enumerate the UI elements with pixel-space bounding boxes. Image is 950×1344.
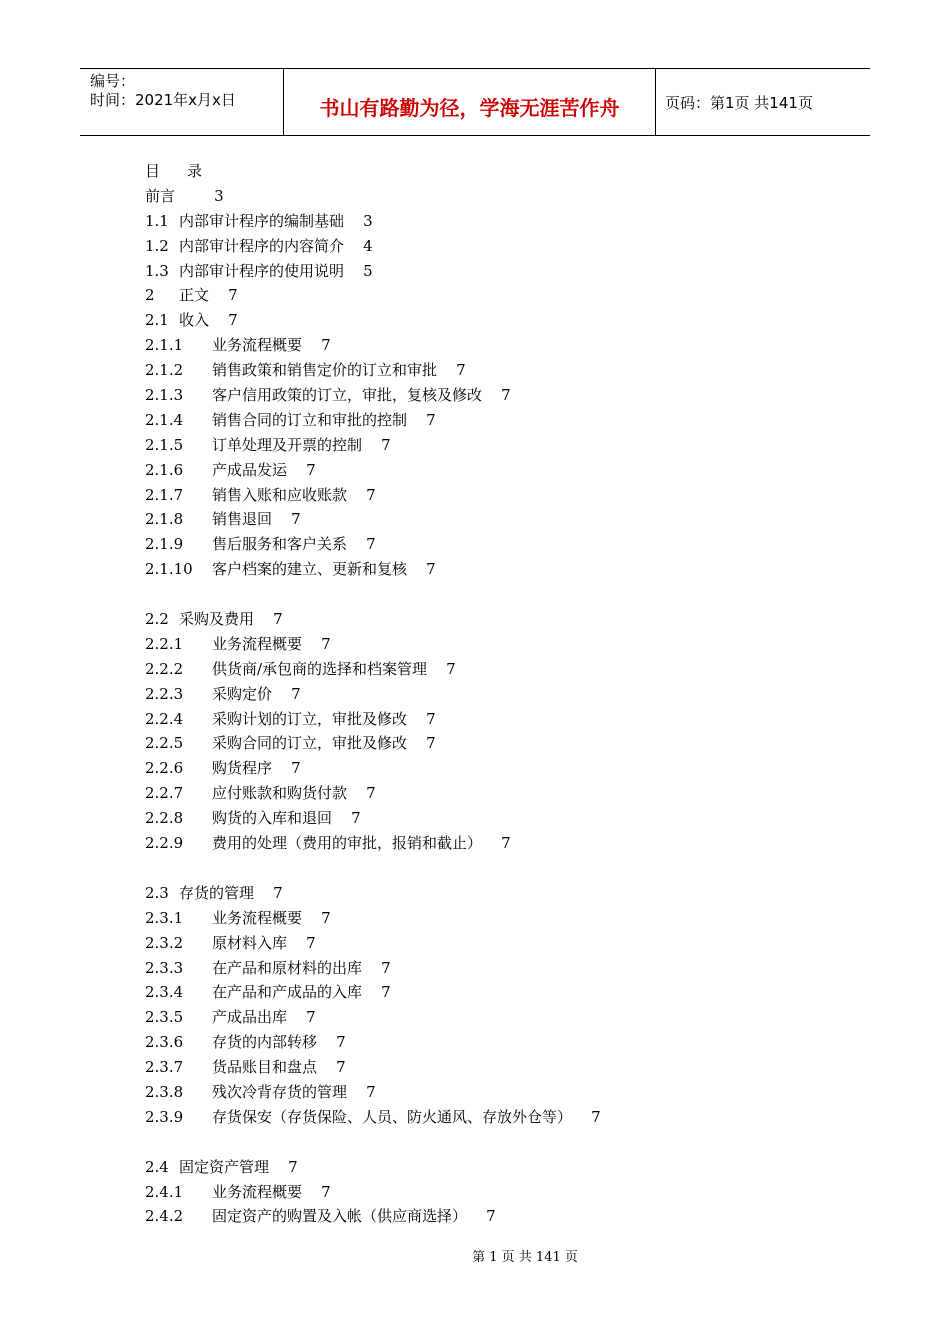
toc-entry-title: 存货的内部转移 — [212, 1033, 318, 1052]
toc-entry[interactable] — [145, 1204, 845, 1229]
toc-entry-page: 7 — [288, 1157, 298, 1176]
toc-entry-number: 2.1.7 — [145, 485, 184, 504]
toc-entry-page: 7 — [381, 958, 391, 977]
toc-entry-number: 2.3.4 — [145, 983, 184, 1002]
header-page-info: 页码：第1页 共141页 — [665, 93, 813, 112]
toc-entry-page: 7 — [591, 1107, 601, 1126]
toc-entry-title: 在产品和产成品的入库 — [212, 983, 363, 1002]
toc-entry-page: 4 — [363, 236, 373, 255]
toc-entry-page: 7 — [306, 933, 316, 952]
toc-entry-page: 7 — [366, 485, 376, 504]
toc-entry[interactable] — [145, 1105, 845, 1130]
toc-entry[interactable] — [145, 159, 845, 184]
toc-entry-page: 7 — [366, 784, 376, 803]
toc-entry[interactable] — [145, 980, 845, 1005]
toc-entry-title: 业务流程概要 — [212, 908, 303, 927]
toc-entry-number: 2 — [145, 286, 155, 305]
toc-entry-title: 收入 — [179, 311, 210, 330]
toc-entry-title: 销售入账和应收账款 — [212, 485, 348, 504]
toc-entry-title: 业务流程概要 — [212, 336, 303, 355]
toc-entry[interactable] — [145, 1005, 845, 1030]
toc-entry-number: 2.1.1 — [145, 336, 184, 355]
toc-entry-title: 客户信用政策的订立，审批，复核及修改 — [212, 386, 483, 405]
toc-entry-title: 原材料入库 — [212, 933, 288, 952]
toc-entry[interactable] — [145, 184, 845, 209]
toc-entry-title: 产成品发运 — [212, 460, 288, 479]
toc-entry-page: 7 — [321, 908, 331, 927]
toc-entry[interactable] — [145, 1055, 845, 1080]
serial-number-label: 编号： — [90, 72, 136, 90]
toc-entry-title: 业务流程概要 — [212, 1182, 303, 1201]
toc-entry-page: 7 — [381, 435, 391, 454]
toc-entry-number: 2.3 — [145, 883, 169, 902]
toc-entry-title: 存货保安（存货保险、人员、防火通风、存放外仓等） — [212, 1107, 573, 1126]
header-motto: 书山有路勤为径，学海无涯苦作舟 — [319, 95, 620, 120]
toc-entry-number: 2.2.7 — [145, 784, 184, 803]
toc-entry-page: 7 — [336, 1058, 346, 1077]
toc-entry-number: 2.3.5 — [145, 1008, 184, 1027]
header-motto-cell — [283, 69, 656, 135]
toc-entry-number: 2.3.3 — [145, 958, 184, 977]
toc-entry-number: 2.3.6 — [145, 1033, 184, 1052]
toc-entry-title: 采购计划的订立，审批及修改 — [212, 709, 408, 728]
toc-entry[interactable] — [145, 209, 845, 234]
toc-entry[interactable] — [145, 433, 845, 458]
toc-entry-number: 2.3.1 — [145, 908, 184, 927]
toc-entry[interactable] — [145, 507, 845, 532]
toc-entry[interactable] — [145, 383, 845, 408]
toc-entry-number: 2.1.3 — [145, 386, 184, 405]
toc-entry-title: 固定资产管理 — [179, 1157, 270, 1176]
toc-entry[interactable] — [145, 458, 845, 483]
toc-entry-page: 7 — [426, 734, 436, 753]
toc-entry-page: 7 — [501, 386, 511, 405]
toc-entry-title: 订单处理及开票的控制 — [212, 435, 363, 454]
toc-entry-number: 2.2.6 — [145, 759, 184, 778]
toc-entry-page: 7 — [291, 759, 301, 778]
toc-entry[interactable] — [145, 1030, 845, 1055]
toc-entry-title: 采购及费用 — [179, 610, 255, 629]
toc-entry-number: 前言 — [145, 186, 176, 205]
toc-entry-title: 供货商/承包商的选择和档案管理 — [212, 659, 428, 678]
toc-entry-number: 1.2 — [145, 236, 169, 255]
toc-entry-title: 业务流程概要 — [212, 634, 303, 653]
toc-entry[interactable] — [145, 632, 845, 657]
toc-entry[interactable] — [145, 806, 845, 831]
toc-entry-number: 2.4.1 — [145, 1182, 184, 1201]
toc-entry-title: 录 — [187, 162, 203, 180]
toc-entry[interactable] — [145, 333, 845, 358]
toc-entry-number: 2.1.4 — [145, 410, 184, 429]
toc-entry[interactable] — [145, 259, 845, 284]
toc-entry-title: 购货的入库和退回 — [212, 809, 333, 828]
toc-entry-page: 7 — [501, 834, 511, 853]
toc-entry-page: 5 — [363, 261, 373, 280]
toc-entry-title: 正文 — [179, 286, 210, 305]
toc-entry-page: 7 — [456, 361, 466, 380]
toc-entry[interactable] — [145, 1180, 845, 1205]
toc-entry[interactable] — [145, 557, 845, 582]
toc-entry[interactable] — [145, 234, 845, 259]
toc-entry-number: 2.2.8 — [145, 809, 184, 828]
toc-entry[interactable] — [145, 308, 845, 333]
toc-entry-number: 2.1.10 — [145, 560, 193, 579]
toc-entry[interactable] — [145, 756, 845, 781]
toc-entry-title: 内部审计程序的内容简介 — [179, 236, 345, 255]
toc-entry-page: 7 — [273, 610, 283, 629]
toc-entry-number: 2.2.2 — [145, 659, 184, 678]
toc-entry-number: 2.1.6 — [145, 460, 184, 479]
toc-entry-title: 费用的处理（费用的审批，报销和截止） — [212, 834, 483, 853]
toc-entry-page: 7 — [351, 809, 361, 828]
toc-entry-title: 应付账款和购货付款 — [212, 784, 348, 803]
header-left-cell — [80, 69, 283, 135]
toc-entry-page: 7 — [426, 709, 436, 728]
toc-entry-title: 存货的管理 — [179, 883, 255, 902]
toc-entry-number: 2.3.7 — [145, 1058, 184, 1077]
toc-entry-number: 2.2.9 — [145, 834, 184, 853]
toc-entry[interactable] — [145, 408, 845, 433]
toc-entry-title: 购货程序 — [212, 759, 273, 778]
toc-entry-page: 7 — [366, 535, 376, 554]
header-page-cell — [656, 69, 870, 135]
toc-entry-title: 产成品出库 — [212, 1008, 288, 1027]
toc-entry-page: 7 — [291, 510, 301, 529]
toc-entry-page: 7 — [381, 983, 391, 1002]
toc-entry-number: 2.1.8 — [145, 510, 184, 529]
toc-entry-title: 残次冷背存货的管理 — [212, 1082, 348, 1101]
toc-spacer — [145, 1130, 845, 1155]
toc-entry-page: 7 — [486, 1207, 496, 1226]
toc-entry[interactable] — [145, 283, 845, 308]
toc-entry[interactable] — [145, 956, 845, 981]
toc-entry-number: 1.3 — [145, 261, 169, 280]
toc-entry-page: 7 — [306, 460, 316, 479]
toc-entry-number: 2.3.2 — [145, 933, 184, 952]
toc-entry[interactable] — [145, 881, 845, 906]
toc-entry-number: 2.1.5 — [145, 435, 184, 454]
toc-entry-title: 内部审计程序的编制基础 — [179, 211, 345, 230]
toc-entry-number: 目 — [145, 162, 161, 180]
toc-entry-number: 2.1.9 — [145, 535, 184, 554]
toc-entry-number: 2.2 — [145, 610, 169, 629]
toc-entry[interactable] — [145, 682, 845, 707]
toc-entry-number: 2.2.3 — [145, 684, 184, 703]
toc-entry[interactable] — [145, 931, 845, 956]
toc-entry[interactable] — [145, 831, 845, 856]
toc-entry-page: 7 — [321, 634, 331, 653]
toc-entry-title: 固定资产的购置及入帐（供应商选择） — [212, 1207, 468, 1226]
page-header — [80, 68, 870, 136]
toc-entry-number: 2.3.9 — [145, 1107, 184, 1126]
toc-entry-page: 7 — [228, 286, 238, 305]
table-of-contents — [145, 159, 845, 1229]
toc-entry[interactable] — [145, 781, 845, 806]
toc-entry-page: 7 — [273, 883, 283, 902]
toc-entry-title: 内部审计程序的使用说明 — [179, 261, 345, 280]
toc-entry[interactable] — [145, 483, 845, 508]
toc-entry-page: 3 — [363, 211, 373, 230]
toc-entry-page: 3 — [214, 186, 224, 205]
toc-entry[interactable] — [145, 607, 845, 632]
toc-entry-page: 7 — [228, 311, 238, 330]
toc-entry-number: 2.3.8 — [145, 1082, 184, 1101]
toc-entry-number: 2.1.2 — [145, 361, 184, 380]
toc-entry-page: 7 — [426, 410, 436, 429]
toc-spacer — [145, 582, 845, 607]
toc-entry-page: 7 — [336, 1033, 346, 1052]
toc-entry-number: 1.1 — [145, 211, 169, 230]
toc-entry-page: 7 — [321, 336, 331, 355]
toc-entry[interactable] — [145, 906, 845, 931]
toc-entry-title: 客户档案的建立、更新和复核 — [212, 560, 408, 579]
toc-entry-title: 采购合同的订立，审批及修改 — [212, 734, 408, 753]
toc-entry-title: 销售退回 — [212, 510, 273, 529]
toc-entry-page: 7 — [306, 1008, 316, 1027]
toc-entry-number: 2.2.5 — [145, 734, 184, 753]
toc-entry[interactable] — [145, 731, 845, 756]
toc-entry-title: 销售合同的订立和审批的控制 — [212, 410, 408, 429]
toc-entry[interactable] — [145, 657, 845, 682]
toc-entry[interactable] — [145, 532, 845, 557]
toc-entry-page: 7 — [426, 560, 436, 579]
toc-entry-page: 7 — [321, 1182, 331, 1201]
toc-entry-page: 7 — [446, 659, 456, 678]
page-footer: 第 1 页 共 141 页 — [472, 1250, 578, 1265]
toc-entry[interactable] — [145, 1080, 845, 1105]
toc-entry[interactable] — [145, 358, 845, 383]
toc-entry-number: 2.4 — [145, 1157, 169, 1176]
toc-entry-title: 销售政策和销售定价的订立和审批 — [212, 361, 438, 380]
toc-entry-title: 在产品和原材料的出库 — [212, 958, 363, 977]
toc-entry-number: 2.4.2 — [145, 1207, 184, 1226]
time-label: 时间：2021年x月x日 — [90, 91, 236, 109]
toc-entry-number: 2.2.1 — [145, 634, 184, 653]
toc-entry-page: 7 — [291, 684, 301, 703]
toc-entry-number: 2.1 — [145, 311, 169, 330]
toc-entry-title: 售后服务和客户关系 — [212, 535, 348, 554]
toc-spacer — [145, 856, 845, 881]
toc-entry[interactable] — [145, 1155, 845, 1180]
toc-entry-title: 采购定价 — [212, 684, 273, 703]
toc-entry-number: 2.2.4 — [145, 709, 184, 728]
toc-entry-page: 7 — [366, 1082, 376, 1101]
toc-entry[interactable] — [145, 707, 845, 732]
toc-entry-title: 货品账目和盘点 — [212, 1058, 318, 1077]
